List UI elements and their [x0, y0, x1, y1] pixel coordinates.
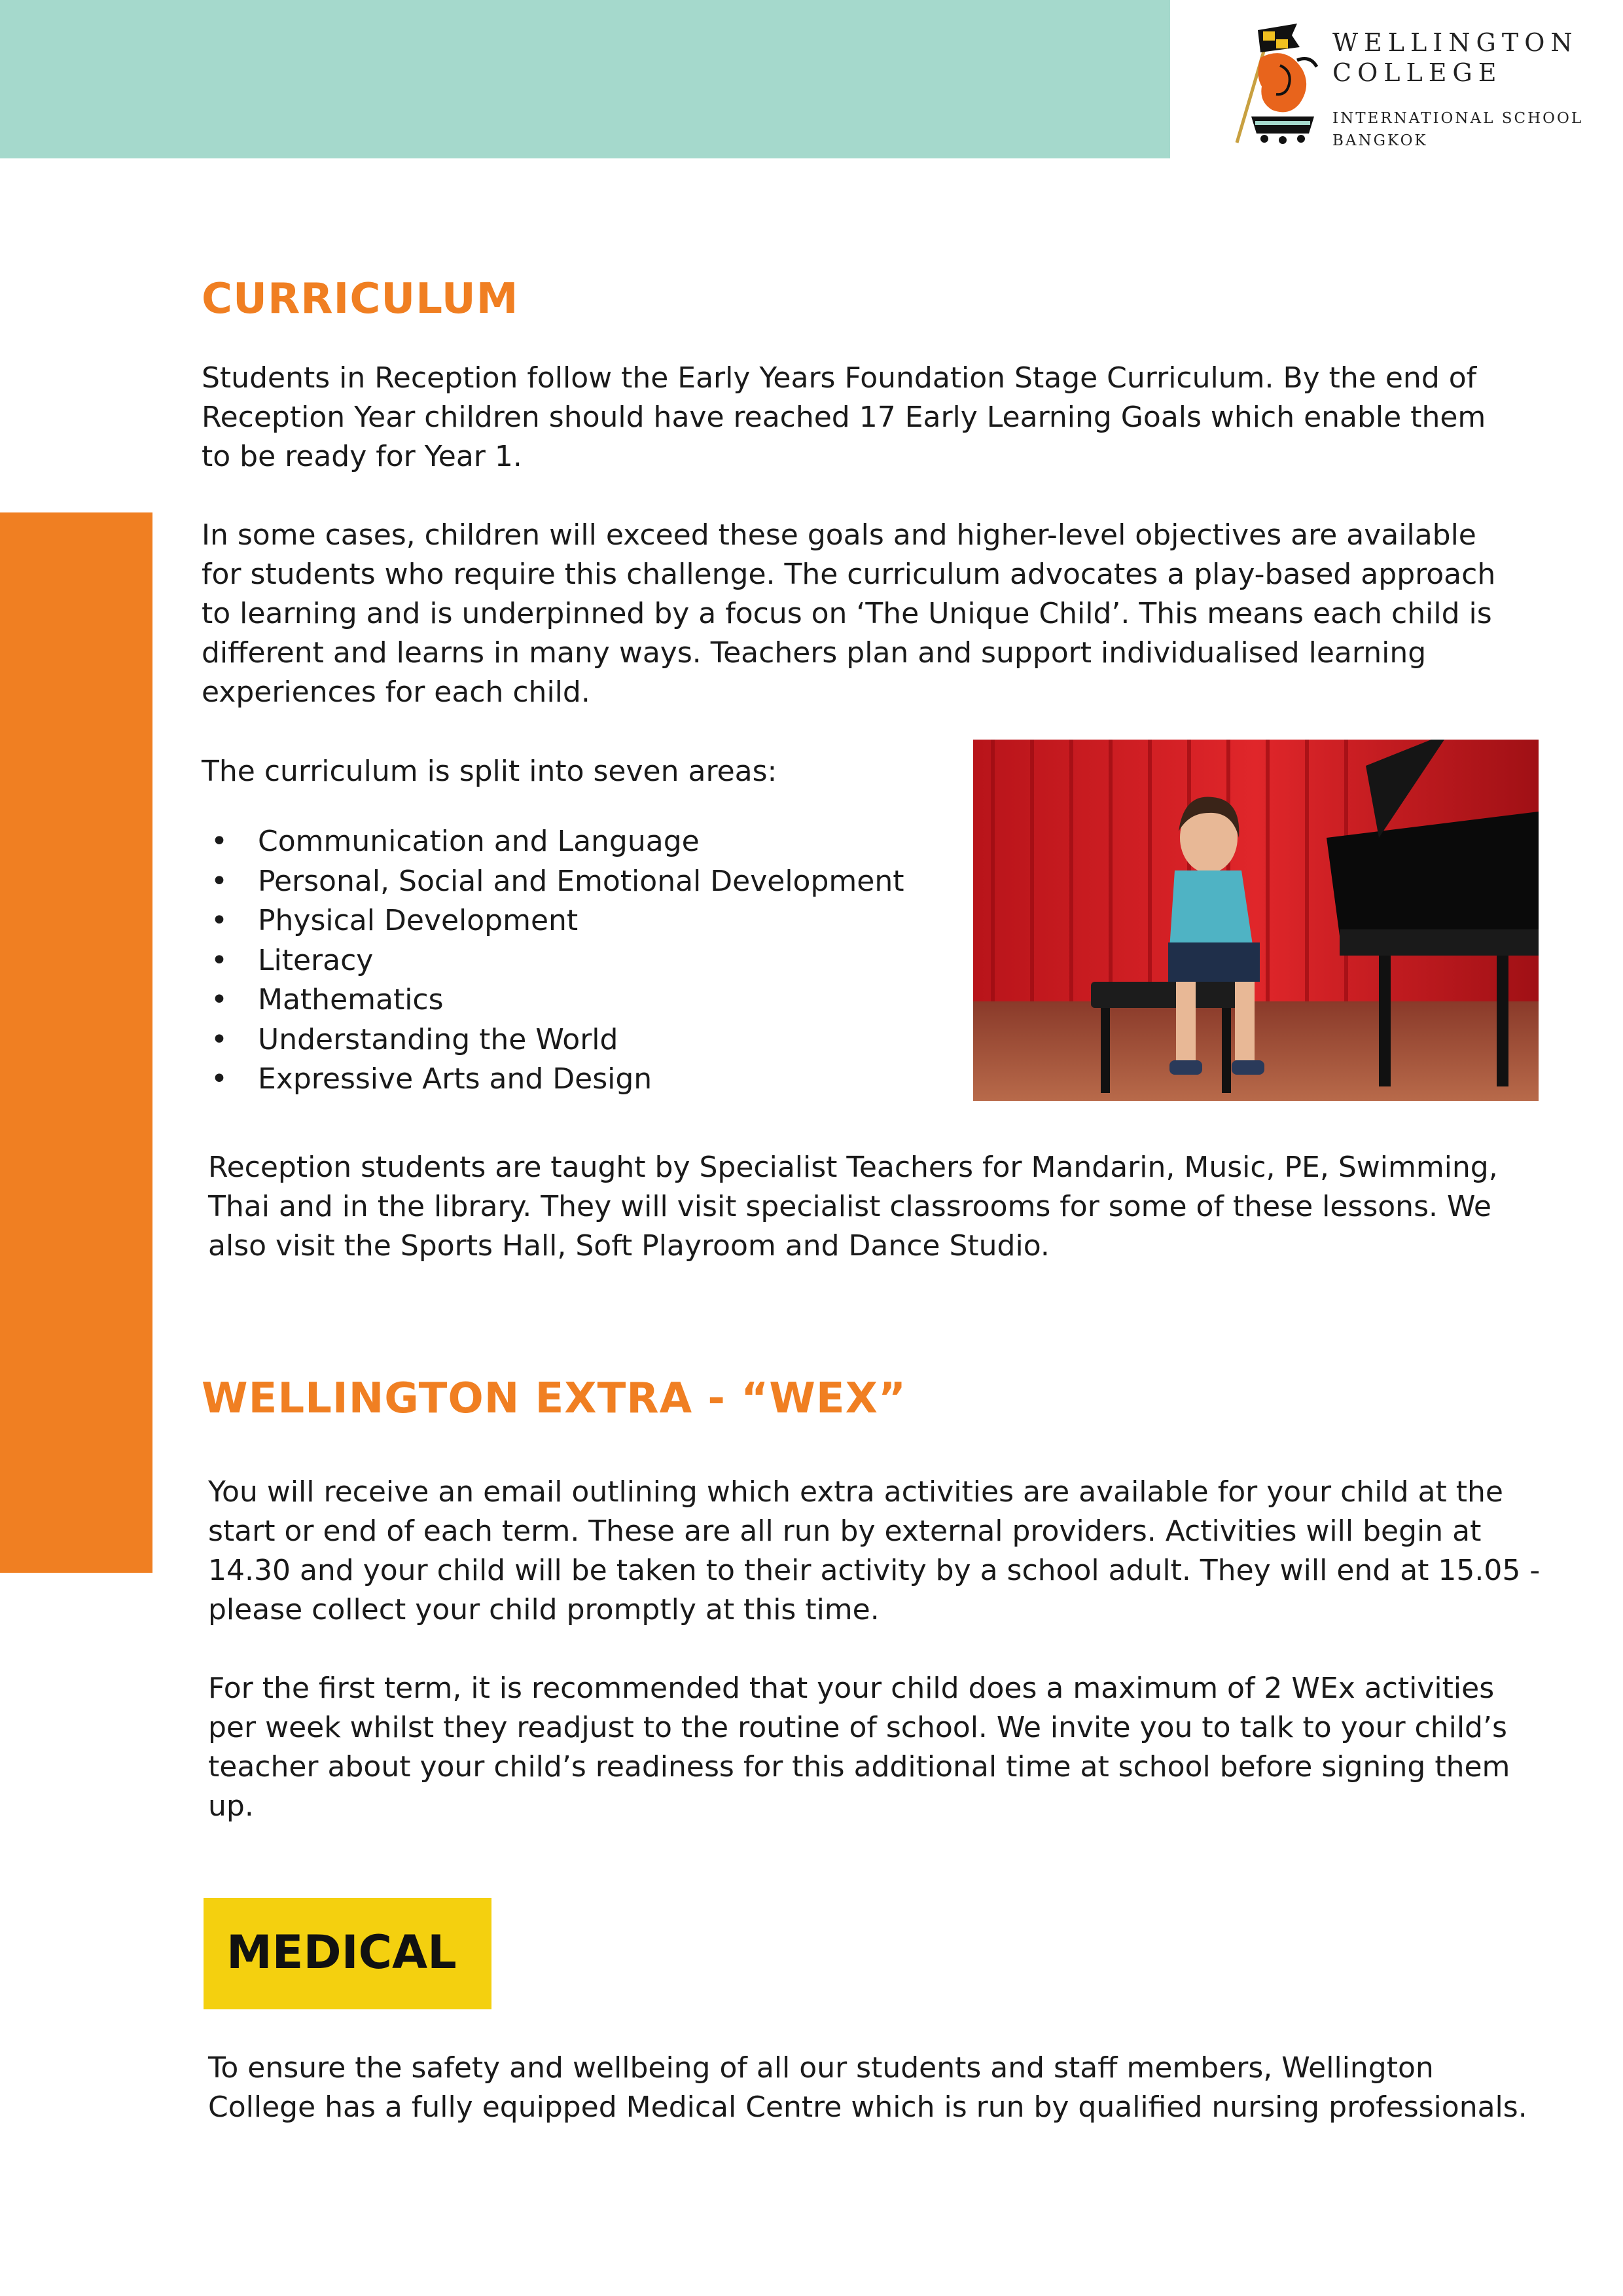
list-item-label: Literacy: [258, 943, 374, 977]
medical-heading-box: [204, 1898, 491, 2009]
top-color-band: [0, 0, 1170, 158]
wex-heading: WELLINGTON EXTRA - “WEX”: [202, 1374, 906, 1423]
list-item-label: Personal, Social and Emotional Development: [258, 864, 904, 898]
list-item: [202, 1060, 904, 1100]
logo-line-4: BANGKOK: [1332, 132, 1428, 149]
bullet-icon: •: [211, 904, 228, 937]
list-item-label: Mathematics: [258, 983, 444, 1016]
curriculum-areas-intro: The curriculum is split into seven areas:: [202, 755, 777, 788]
list-item-label: Communication and Language: [258, 825, 700, 858]
curriculum-heading: CURRICULUM: [202, 275, 519, 323]
wex-activities-paragraph: You will receive an email outlining which extra activities are available for your child at the start or end of each term. These are all run by external providers. Activities will begin at 14.30 and your child will be taken to their activity by a school adult. They will end at 15.05 - please collect your child promptly at this time.: [208, 1475, 1541, 1626]
logo-wordmark: [1332, 27, 1583, 152]
bullet-icon: •: [211, 983, 228, 1016]
child-at-piano-photo: [973, 740, 1539, 1101]
list-item: [202, 980, 904, 1020]
bullet-icon: •: [211, 943, 228, 977]
list-item: [202, 1020, 904, 1060]
list-item-label: Physical Development: [258, 904, 579, 937]
logo-line-3: INTERNATIONAL SCHOOL: [1332, 110, 1584, 127]
curriculum-intro-paragraph: Students in Reception follow the Early Years Foundation Stage Curriculum. By the end of Reception Year children should have reached 17 Early Learning Goals which enable them to be ready for Year 1.: [202, 361, 1486, 473]
side-accent-bar: [0, 512, 152, 1573]
bullet-icon: •: [211, 864, 228, 898]
list-item: [202, 822, 904, 862]
wex-first-term-paragraph: For the first term, it is recommended that your child does a maximum of 2 WEx activities per week whilst they readjust to the routine of school. We invite you to talk to your child’s teacher about your child’s readiness for this additional time at school before signing them up.: [208, 1672, 1510, 1823]
list-item: [202, 862, 904, 902]
photo-illustration: [973, 740, 1539, 1101]
specialist-teachers-paragraph: Reception students are taught by Specialist Teachers for Mandarin, Music, PE, Swimming, Thai and in the library. They will visit specialist classrooms for some of these lessons. We also visit the Sports Hall, Soft Playroom and Dance Studio.: [208, 1151, 1498, 1263]
bullet-icon: •: [211, 1022, 228, 1056]
bullet-icon: •: [211, 825, 228, 858]
list-item-label: Understanding the World: [258, 1022, 618, 1056]
list-item: [202, 901, 904, 941]
school-logo: [1224, 18, 1590, 156]
bullet-icon: •: [211, 1062, 228, 1096]
list-item-label: Expressive Arts and Design: [258, 1062, 652, 1096]
list-item: [202, 941, 904, 981]
logo-line-1: WELLINGTON: [1332, 28, 1578, 57]
curriculum-challenge-paragraph: In some cases, children will exceed these goals and higher-level objectives are available for students who require this challenge. The curriculum advocates a play-based approach to learning and is underpinned by a focus on ‘The Unique Child’. This means each child is different and learns in many ways. Teachers plan and support individualised learning experiences for each child.: [202, 518, 1496, 709]
logo-line-2: COLLEGE: [1332, 58, 1503, 87]
school-crest-icon: [1224, 18, 1329, 156]
medical-heading: MEDICAL: [226, 1926, 457, 1979]
medical-centre-paragraph: To ensure the safety and wellbeing of all our students and staff members, Wellington College has a fully equipped Medical Centre which is run by qualified nursing professionals.: [208, 2051, 1527, 2124]
curriculum-areas-list: [202, 822, 904, 1100]
